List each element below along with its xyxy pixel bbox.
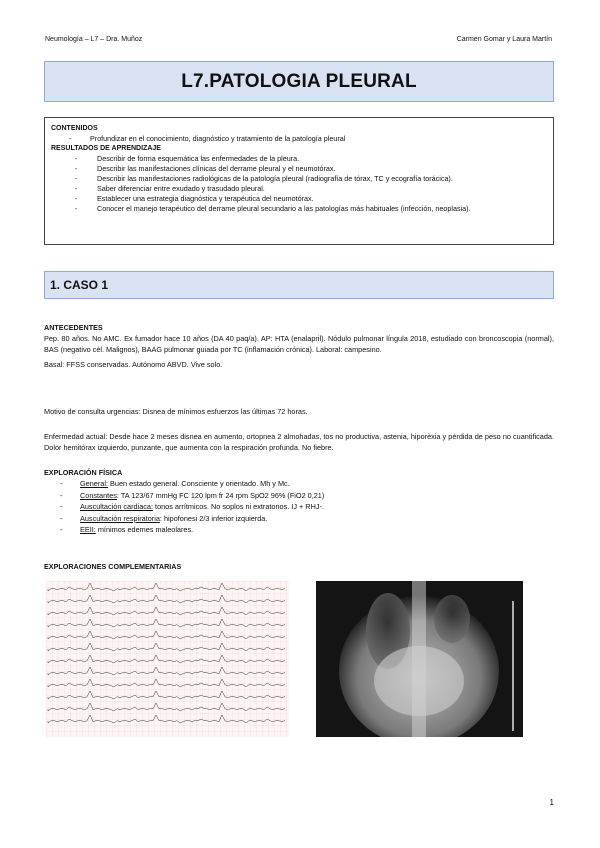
results-item: - Describir de forma esquemática las enfermedades de la pleura. <box>51 154 547 164</box>
results-item: - Describir las manifestaciones clínicas del derrame pleural y el neumotórax. <box>51 164 547 174</box>
results-item: - Saber diferenciar entre exudado y trasudado pleural. <box>51 184 547 194</box>
results-list <box>51 154 547 214</box>
title-banner <box>44 61 554 102</box>
exploracion-list <box>44 478 554 536</box>
contents-list <box>51 134 547 144</box>
header-right: Carmen Gomar y Laura Martín <box>456 36 552 43</box>
exploracion-value: : TA 123/67 mmHg FC 120 lpm fr 24 rpm SpO2 96% (FiO2 0,21) <box>116 490 325 500</box>
results-heading: RESULTADOS DE APRENDIZAJE <box>51 145 161 152</box>
page-number: 1 <box>549 798 554 807</box>
results-item: - Conocer el manejo terapéutico del derrame pleural secundario a las patologías más habituales (infección, neoplasia). <box>51 204 547 214</box>
enfermedad-text: Enfermedad actual: Desde hace 2 meses disnea en aumento, ortopnea 2 almohadas, tos no productiva, astenia, hiporèxia y pérdida de peso no cuantificada. Dolor hemitórax izquierdo, punzante, que aumenta con la respiración profunda. No fiebre. <box>44 432 554 452</box>
ecg-trace <box>46 581 289 737</box>
basal-text: Basal: FFSS conservadas. Autónomo ABVD. Vive solo. <box>44 360 223 369</box>
exploracion-item <box>44 490 554 502</box>
header-left: Neumología – L7 – Dra. Muñoz <box>45 36 143 43</box>
ecg-image <box>46 581 289 737</box>
results-item: - Describir las manifestaciones radiológicas de la patología pleural (radiografía de tórax, TC y ecografía torácica). <box>51 174 547 184</box>
motivo-text: Motivo de consulta urgencias: Disnea de mínimos esfuerzos las últimas 72 horas. <box>44 407 308 416</box>
antecedentes-heading: ANTECEDENTES <box>44 323 103 332</box>
results-item: - Establecer una estrategia diagnóstica y terapéutica del neumotórax. <box>51 194 547 204</box>
exploracion-block <box>44 467 554 536</box>
antecedentes-block <box>44 322 554 370</box>
page-title: L7.PATOLOGIA PLEURAL <box>181 70 417 92</box>
exploracion-label: Auscultación cardiaca: <box>80 502 154 511</box>
contents-item: - Profundizar en el conocimiento, diagnóstico y tratamiento de la patología pleural <box>51 134 547 144</box>
section-banner <box>44 271 554 299</box>
exploracion-value: mínimos edemes maleolares. <box>95 525 194 534</box>
exploracion-item <box>44 478 554 490</box>
section-title: 1. CASO 1 <box>50 278 109 292</box>
chest-xray <box>316 581 523 737</box>
exploracion-item <box>44 513 554 525</box>
complementarias-heading: EXPLORACIONES COMPLEMENTARIAS <box>44 562 182 571</box>
antecedentes-text: Pep. 80 años. No AMC. Ex fumador hace 10 años (DA 40 paq/a). AP: HTA (enalapril). Nódulo pulmonar língula 2018, estudiado con broncoscopia (normal), BAS (negativo cèl. Malignos), BAAG pulmonar guiada por TC (inflamación crónica). Laboral: campesino. <box>44 334 554 354</box>
exploracion-value: : hipofonesi 2/3 inferior izquierda. <box>159 513 268 523</box>
exploracion-heading: EXPLORACIÓN FÍSICA <box>44 468 123 477</box>
exploracion-item <box>44 524 554 536</box>
exploracion-value: Buen estado general. Consciente y orientado. Mh y Mc. <box>108 479 290 488</box>
exploracion-label: Constantes <box>80 490 117 500</box>
exploracion-label: Auscultación respiratoria <box>80 513 160 523</box>
exploracion-label: General: <box>80 479 108 488</box>
chest-xray-image <box>316 581 523 737</box>
exploracion-item <box>44 501 554 513</box>
exploracion-value: tonos arrítmicos. No soplos ni extratonos. IJ + RHJ-. <box>153 502 324 511</box>
exploracion-label: EEII: <box>80 525 96 534</box>
contents-heading: CONTENIDOS <box>51 125 98 132</box>
contents-box <box>44 117 554 245</box>
